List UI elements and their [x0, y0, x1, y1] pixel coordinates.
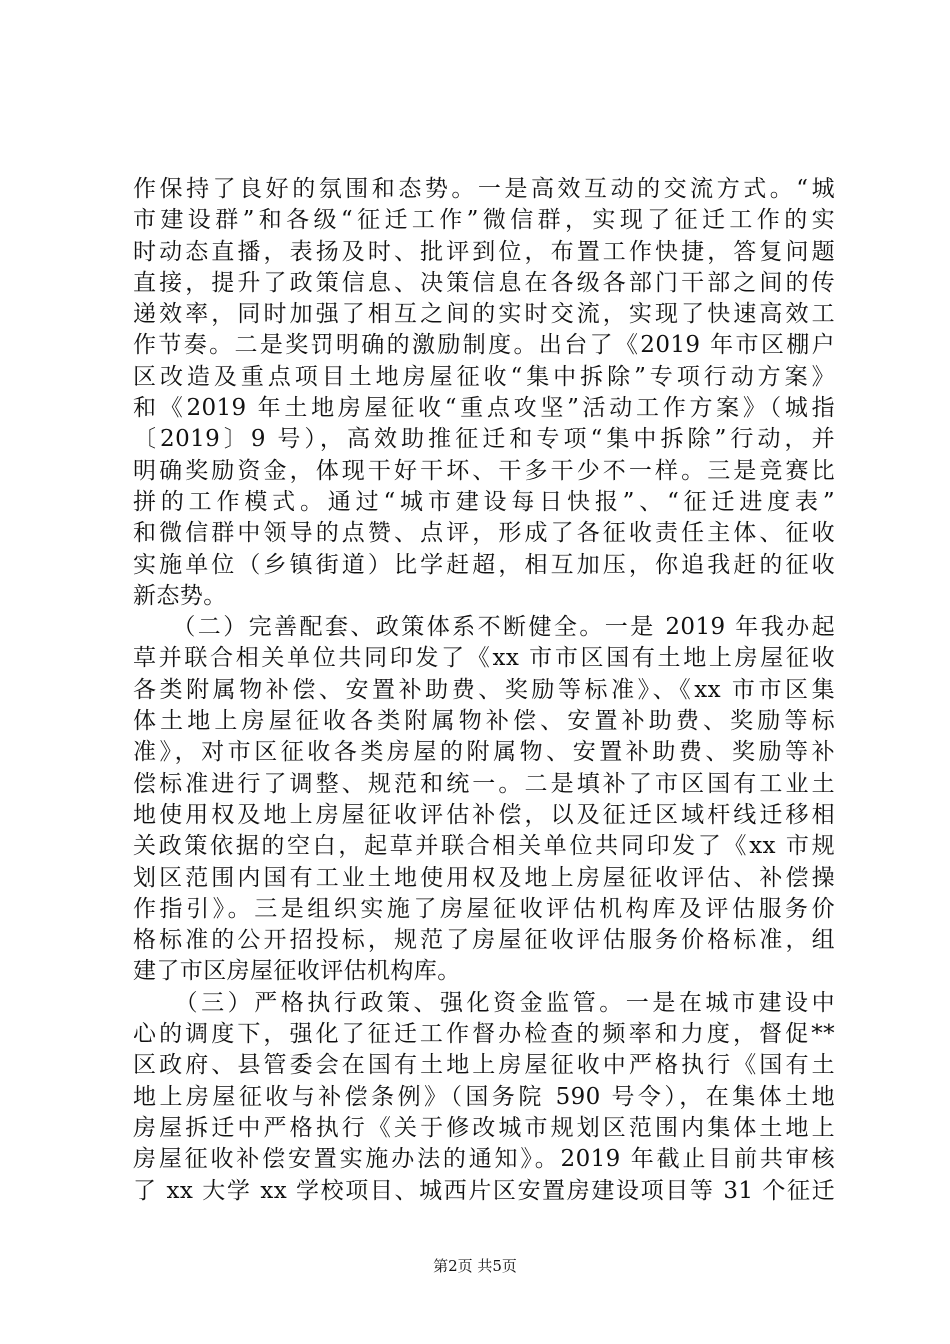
text-line: 区政府、县管委会在国有土地上房屋征收中严格执行《国有土	[133, 1052, 835, 1079]
text-line: 和《2019 年土地房屋征收“重点攻坚”活动工作方案》（城指	[133, 395, 835, 422]
text-line: 递效率，同时加强了相互之间的实时交流，实现了快速高效工	[133, 301, 835, 328]
text-line: 区改造及重点项目土地房屋征收“集中拆除”专项行动方案》	[133, 363, 835, 390]
text-line: 和微信群中领导的点赞、点评，形成了各征收责任主体、征收	[133, 520, 835, 547]
text-line: （二）完善配套、政策体系不断健全。一是 2019 年我办起	[133, 614, 835, 641]
text-line: 关政策依据的空白，起草并联合相关单位共同印发了《xx 市规	[133, 833, 835, 860]
text-line: 市建设群”和各级“征迁工作”微信群，实现了征迁工作的实	[133, 207, 835, 234]
text-line: 草并联合相关单位共同印发了《xx 市市区国有土地上房屋征收	[133, 645, 835, 672]
text-line: 明确奖励资金，体现干好干坏、干多干少不一样。三是竞赛比	[133, 457, 835, 484]
text-line: 作保持了良好的氛围和态势。一是高效互动的交流方式。“城	[133, 176, 835, 202]
text-line: 房屋拆迁中严格执行《关于修改城市规划区范围内集体土地上	[133, 1114, 835, 1141]
text-line: 心的调度下，强化了征迁工作督办检查的频率和力度，督促**	[133, 1021, 835, 1048]
text-line: 建了市区房屋征收评估机构库。	[133, 958, 461, 985]
text-line: 体土地上房屋征收各类附属物补偿、安置补助费、奖励等标	[133, 708, 835, 735]
text-line: 格标准的公开招投标，规范了房屋征收评估服务价格标准，组	[133, 927, 835, 954]
text-line: 〔2019〕9 号），高效助推征迁和专项“集中拆除”行动，并	[133, 426, 835, 453]
text-line: 实施单位（乡镇街道）比学赶超，相互加压，你追我赶的征收	[133, 551, 835, 578]
text-line: 直接，提升了政策信息、决策信息在各级各部门干部之间的传	[133, 269, 835, 296]
text-line: 作指引》。三是组织实施了房屋征收评估机构库及评估服务价	[133, 895, 835, 922]
text-line: 了 xx 大学 xx 学校项目、城西片区安置房建设项目等 31 个征迁	[133, 1177, 835, 1204]
text-line: 地使用权及地上房屋征收评估补偿，以及征迁区域杆线迁移相	[133, 801, 835, 828]
text-line: 地上房屋征收与补偿条例》（国务院 590 号令），在集体土地	[133, 1083, 835, 1110]
page-footer: 第2页 共5页	[433, 1257, 517, 1275]
text-line: 时动态直播，表扬及时、批评到位，布置工作快捷，答复问题	[133, 238, 835, 265]
text-line: 作节奏。二是奖罚明确的激励制度。出台了《2019 年市区棚户	[133, 332, 835, 359]
text-line: 偿标准进行了调整、规范和统一。二是填补了市区国有工业土	[133, 770, 835, 797]
text-line: （三）严格执行政策、强化资金监管。一是在城市建设中	[133, 989, 835, 1016]
text-line: 房屋征收补偿安置实施办法的通知》。2019 年截止目前共审核	[133, 1146, 835, 1173]
text-line: 新态势。	[133, 582, 227, 609]
text-line: 各类附属物补偿、安置补助费、奖励等标准》、《xx 市市区集	[133, 676, 835, 703]
text-line: 划区范围内国有工业土地使用权及地上房屋征收评估、补偿操	[133, 864, 835, 891]
text-line: 拼的工作模式。通过“城市建设每日快报”、“征迁进度表”	[133, 488, 835, 515]
body-text	[133, 174, 835, 1207]
text-line: 准》，对市区征收各类房屋的附属物、安置补助费、奖励等补	[133, 739, 835, 766]
